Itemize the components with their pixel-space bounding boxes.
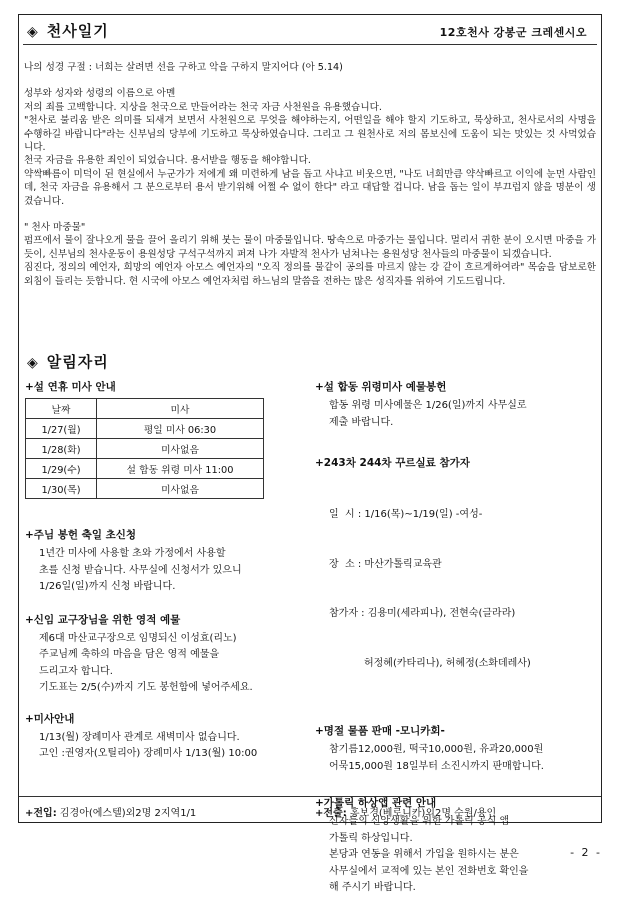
page-number: - 2 - <box>570 846 602 859</box>
notice-section-title: ◈ 알림자리 <box>27 353 109 371</box>
table-header: 미사 <box>97 399 264 419</box>
notice-item: +신임 교구장님을 위한 영적 예물 제6대 마산교구장으로 임명되신 이성효(리노) 주교님께 축하의 마음을 담은 영적 예물을 드리고자 합니다. 기도표는 2/5(수)까지 기도 봉헌함에 넣어주세요. <box>25 612 307 697</box>
notice-item: +설 합동 위령미사 예물봉헌 합동 위령 미사예물은 1/26(일)까지 사무실로 제출 바랍니다. <box>315 379 595 431</box>
footer-divider <box>19 796 601 797</box>
diary-paragraph: 약싹빠름이 미덕이 된 현실에서 누군가가 저에게 왜 미련하게 남을 돕고 사냐고 비웃으면, "나도 너희만큼 약삭빠르고 이익에 눈먼 사람인데, 천국 자금을 유용해서 그 분으로부터 용서 받기위해 어쩔 수 없이 한다" 라고 대답할 겁니다. 남을 돕는 일이 부끄럽지 않을 명분이 생겼습니다. <box>24 168 596 207</box>
diary-paragraph: 성부와 성자와 성령의 이름으로 아멘 <box>24 88 176 100</box>
notice-heading: +주님 봉헌 축일 초신청 <box>25 529 137 541</box>
notice-left-column <box>25 379 307 763</box>
notice-item: +주님 봉헌 축일 초신청 1년간 미사에 사용할 초와 가정에서 사용할 초를 신청 받습니다. 사무실에 신청서가 있으니 1/26일(일)까지 신청 바랍니다. <box>25 527 307 596</box>
transfer-out: +전출: 홍보경(베로니카)외2명 수원/용인 <box>315 808 497 819</box>
page-frame <box>18 14 602 893</box>
notice-item: +명절 물품 판매 -모니카회- 참기름12,000원, 떡국10,000원, 유과20,000원 어묵15,000원 18일부터 소진시까지 판매합니다. <box>315 723 595 775</box>
mass-schedule-table <box>25 398 264 499</box>
notice-heading: +신임 교구장님을 위한 영적 예물 <box>25 613 181 626</box>
notice-item: +가톨릭 하상앱 관련 안내 신자들의 신앙생활을 위한 가톨릭 공식 앱 가톨릭 하상입니다. 본당과 연동을 위해서 가입을 원하시는 분은 사무실에서 교적에 있는 본인 전화번호 확인을 해 주시기 바랍니다. <box>315 795 595 897</box>
diary-paragraph: "천사로 불리움 받은 의미를 되새겨 보면서 사천원으로 무엇을 해야하는지, 어떤일을 해야 할지 기도하고, 묵상하고, 천사로서의 사명을 수행하길 바랍니다"라는 신부님의 당부에 기도하고 묵상하였습니다. 그리고 그 원천사로 저의 몸보신에 도움이 되는 맛있는 것 사먹었습니다. <box>24 115 596 154</box>
notice-item: +243차 244차 꾸르실료 참가자 일 시 : 1/16(목)~1/19(일) -여성- 장 소 : 마산가톨릭교육관 참가자 : 김용미(세라피나), 전현숙(글라라) 허정혜(카타리나), 허혜정(소화데레사) <box>315 455 595 705</box>
notice-heading: +가톨릭 하상앱 관련 안내 <box>315 797 437 809</box>
notice-heading: +243차 244차 꾸르실료 참가자 <box>315 457 470 469</box>
diamond-bullet-icon: ◈ <box>27 355 39 371</box>
notice-heading: +설 합동 위령미사 예물봉헌 <box>315 381 447 393</box>
table-row: 1/27(월) 평일 미사 06:30 <box>26 419 264 439</box>
notice-heading: +미사안내 <box>25 712 75 725</box>
section-divider <box>23 44 597 45</box>
table-row: 1/29(수) 설 합동 위령 미사 11:00 <box>26 459 264 479</box>
diary-paragraph: 나의 성경 구절 : 너희는 살려면 선을 구하고 악을 구하지 말지어다 (아 5.14) <box>24 62 343 73</box>
table-row: 1/28(화) 미사없음 <box>26 439 264 459</box>
diary-paragraph: " 천사 마중물" <box>24 222 86 234</box>
diary-section-title: ◈ 천사일기 <box>27 22 109 40</box>
table-header: 날짜 <box>26 399 97 419</box>
diary-paragraph: 펌프에서 물이 잘나오게 물을 끌어 올리기 위해 붓는 물이 마중물입니다. 땅속으로 마중가는 물입니다. 멀리서 귀한 분이 오시면 마중을 가듯이, 신부님의 천사운동이 용원성당 구석구석까지 퍼져 나가 자발적 천사가 넘쳐나는 용원성당 천사들의 마중물이 되겠습니다. <box>24 235 596 260</box>
diary-paragraph: 저의 죄를 고백합니다. 지상을 천국으로 만들어라는 천국 자금 사천원을 유용했습니다. <box>24 101 382 113</box>
diary-paragraph: 짐진다, 정의의 예언자, 희망의 예언자 아모스 예언자의 "오직 정의를 물같이 공의를 마르지 않는 강 같이 흐르게하여라" 목숨을 담보로한 외침이 들리는 듯합니다. 현 시국에 아모스 예언자처럼 하느님의 말씀을 전하는 많은 성직자를 위하여 기도드립니다. <box>24 262 596 287</box>
notice-item: +미사안내 1/13(월) 장례미사 관계로 새벽미사 없습니다. 고인 :권영자(오틸리아) 장례미사 1/13(월) 10:00 <box>25 711 307 763</box>
diary-paragraph: 천국 자금을 유용한 죄인이 되었습니다. 용서받을 행동을 해야합니다. <box>24 155 311 167</box>
diamond-bullet-icon: ◈ <box>27 24 39 40</box>
transfer-in: +전입: 김경아(에스텔)외2명 2지역1/1 <box>25 808 197 819</box>
diary-text <box>24 61 596 288</box>
notice-heading: +명절 물품 판매 -모니카회- <box>315 725 445 737</box>
diary-author: 12호천사 강봉군 크레센시오 <box>439 26 587 39</box>
table-row: 1/30(목) 미사없음 <box>26 479 264 499</box>
notice-heading: +설 연휴 미사 안내 <box>25 381 116 393</box>
